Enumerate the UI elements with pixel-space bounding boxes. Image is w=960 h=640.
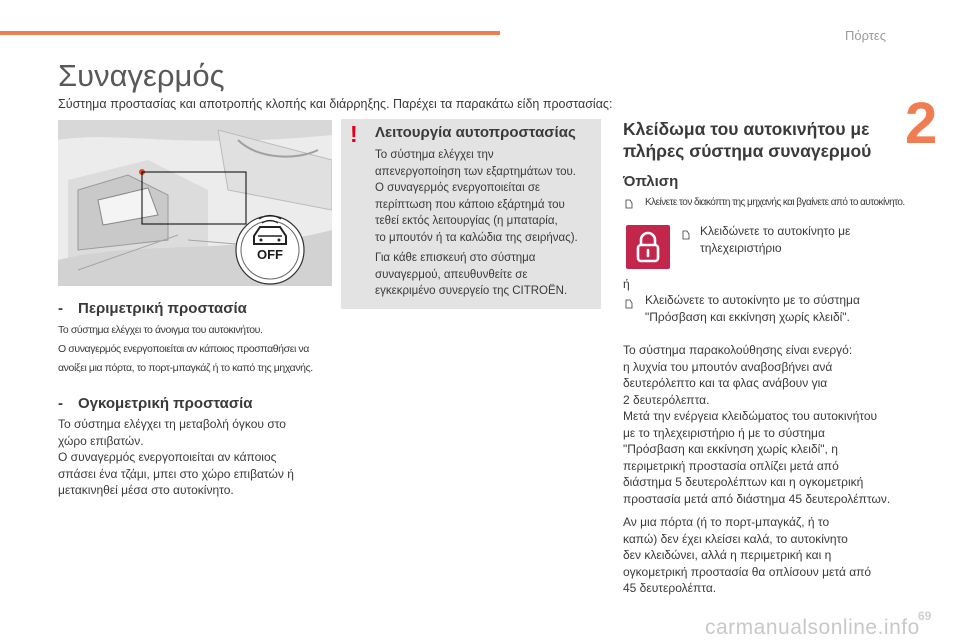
perimeter-heading-text: Περιμετρική προστασία — [78, 300, 247, 317]
warning-line: τεθεί εκτός λειτουργίας (η μπαταρία, — [375, 215, 558, 227]
volumetric-line: χώρο επιβατών. — [58, 433, 144, 448]
monitoring-text — [623, 342, 903, 507]
perimeter-heading — [58, 300, 247, 317]
warning-line: συναγερμού, απευθυνθείτε σε — [375, 268, 528, 281]
warning-line: απενεργοποίηση των εξαρτημάτων του. — [375, 165, 576, 178]
volumetric-line: Το σύστημα ελέγχει τη μεταβολή όγκου στο — [58, 417, 286, 431]
remote-lock-line: Κλειδώνετε το αυτοκίνητο με — [700, 224, 851, 238]
door-note-line: Αν μια πόρτα (ή το πορτ-μπαγκάζ, ή το — [623, 515, 830, 529]
warning-icon: ! — [350, 121, 358, 147]
page-subtitle: Σύστημα προστασίας και αποτροπής κλοπής και διάρρηξης. Παρέχει τα παρακάτω είδη προστασίας: — [58, 97, 613, 111]
warning-line: εγκεκριμένο συνεργείο της CITROËN. — [375, 285, 568, 297]
monitoring-line: διάστημα 5 δευτερολέπτων και η ογκομετρική — [623, 475, 864, 489]
volumetric-line: σπάσει ένα τζάμι, μπει στο χώρο επιβατών ή — [58, 466, 294, 481]
perimeter-line: Το σύστημα ελέγχει το άνοιγμα του αυτοκινήτου. — [58, 324, 263, 336]
remote-lock-line: τηλεχειριστήριο — [700, 240, 782, 255]
volumetric-line: Ο συναγερμός ενεργοποιείται αν κάποιος — [58, 450, 277, 464]
keyless-lock-line: "Πρόσβαση και εκκίνηση χωρίς κλειδί". — [645, 309, 850, 324]
monitoring-line: "Πρόσβαση και εκκίνηση χωρίς κλειδί", η — [623, 442, 838, 456]
monitoring-line: προστασία μετά από διάστημα 45 δευτερολέπτων. — [623, 491, 891, 506]
keyless-lock-line: Κλειδώνετε το αυτοκίνητο με το σύστημα — [645, 293, 860, 307]
monitoring-line: Μετά την ενέργεια κλειδώματος του αυτοκινήτου — [623, 409, 878, 423]
or-text: ή — [623, 277, 630, 291]
perimeter-line: ανοίξει μια πόρτα, το πορτ-μπαγκάζ ή το καπό της μηχανής. — [58, 362, 313, 374]
lock-icon — [626, 225, 670, 269]
door-note-line: καπώ) δεν έχει κλείσει καλά, το αυτοκίνητο — [623, 531, 848, 546]
perimeter-line: Ο συναγερμός ενεργοποιείται αν κάποιος προσπαθήσει να — [58, 343, 309, 355]
volumetric-heading — [58, 395, 253, 412]
warning-line: Ο συναγερμός ενεργοποιείται σε — [375, 182, 541, 194]
perimeter-text — [58, 321, 338, 378]
door-note-line: 45 δευτερολέπτα. — [623, 581, 717, 595]
locking-title-line: πλήρες σύστημα συναγερμού — [623, 141, 872, 161]
self-protection-title: Λειτουργία αυτοπροστασίας — [375, 124, 576, 141]
monitoring-line: με το τηλεχειριστήριο ή με το σύστημα — [623, 425, 825, 440]
remote-lock-text — [700, 223, 900, 256]
keyless-lock-text — [645, 292, 905, 325]
monitoring-line: 2 δευτερόλεπτα. — [623, 392, 710, 407]
section-title: Πόρτες — [844, 28, 886, 43]
dash-bullet: - — [58, 300, 63, 317]
arming-heading: Όπλιση — [623, 173, 679, 190]
self-protection-text — [375, 147, 595, 246]
warning-line: περίπτωση που κάποιο εξάρτημά του — [375, 198, 565, 211]
warning-line: Το σύστημα ελέγχει την — [375, 149, 494, 161]
monitoring-line: περιμετρική προστασία οπλίζει μετά από — [623, 458, 839, 473]
door-note-line: ογκομετρική προστασία θα οπλίσουν μετά από — [623, 564, 872, 579]
door-note-line: δεν κλειδώνει, αλλά η περιμετρική και η — [623, 548, 832, 562]
warning-line: Για κάθε επισκευή στο σύστημα — [375, 252, 536, 264]
warning-line: το μπουτόν ή τα καλώδια της σειρήνας). — [375, 231, 578, 244]
repair-note — [375, 250, 595, 300]
off-button-label: OFF — [257, 247, 283, 262]
page-title: Συναγερμός — [58, 58, 225, 93]
locking-section-title — [623, 118, 871, 162]
arming-step-1: Κλείνετε τον διακόπτη της μηχανής και βγαίνετε από το αυτοκίνητο. — [645, 197, 905, 208]
bullet-icon — [625, 196, 633, 206]
volumetric-text — [58, 416, 333, 499]
alarm-button-photo — [58, 120, 332, 286]
monitoring-line: Το σύστημα παρακολούθησης είναι ενεργό: — [623, 343, 853, 357]
header-accent-bar — [0, 31, 500, 35]
chapter-number: 2 — [905, 91, 938, 156]
monitoring-line: η λυχνία του μπουτόν αναβοσβήνει ανά — [623, 359, 833, 374]
volumetric-line: μετακινηθεί μέσα στο αυτοκίνητο. — [58, 483, 234, 497]
bullet-icon — [625, 296, 633, 306]
page-number: 69 — [918, 609, 932, 623]
locking-title-line: Κλείδωμα του αυτοκινήτου με — [623, 119, 870, 139]
watermark: carmanualsonline.info — [705, 616, 920, 639]
door-not-closed-text — [623, 514, 903, 597]
bullet-icon — [682, 227, 690, 237]
monitoring-line: δευτερόλεπτο και τα φλας ανάβουν για — [623, 376, 828, 390]
dash-bullet: - — [58, 395, 63, 412]
volumetric-heading-text: Ογκομετρική προστασία — [78, 395, 253, 412]
